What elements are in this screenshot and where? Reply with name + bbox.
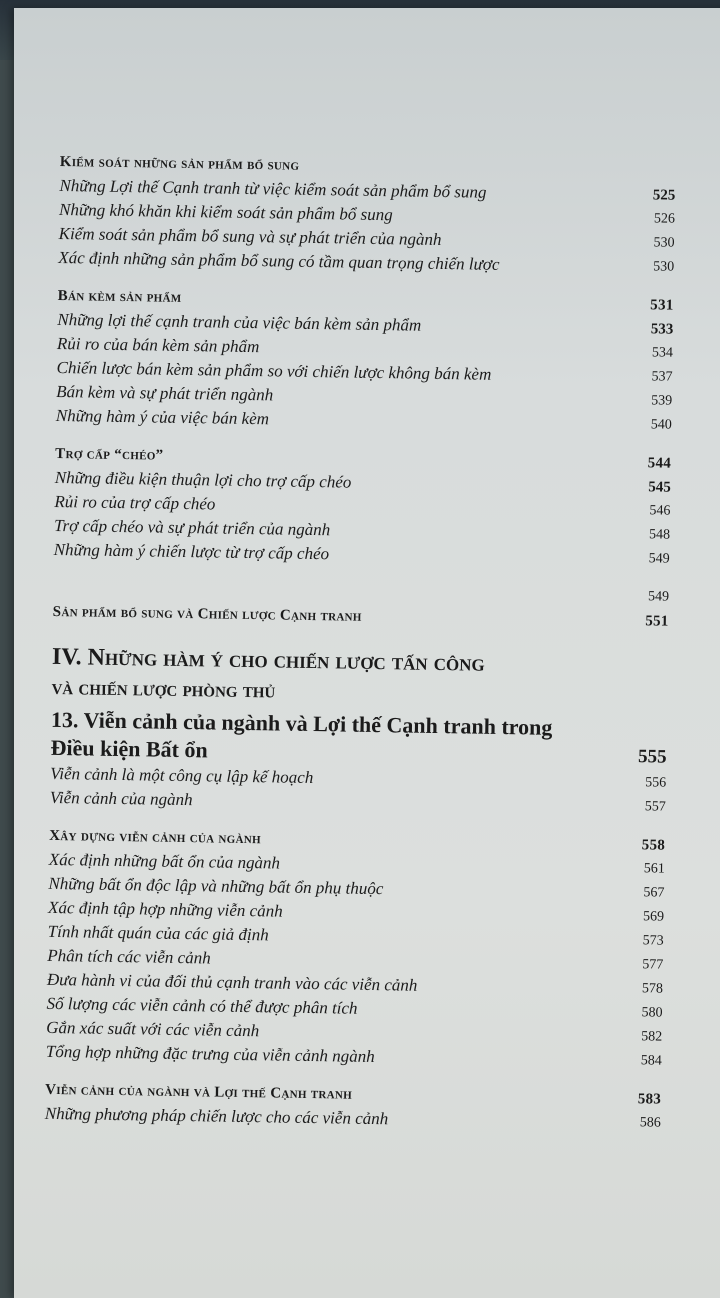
chapter-heading — [50, 706, 667, 772]
toc-entry-page: 567 — [643, 881, 664, 905]
toc-entry-page: 584 — [641, 1049, 662, 1073]
toc-entry-page: 549 — [648, 585, 669, 609]
toc-entry-page: 577 — [642, 953, 663, 977]
table-of-contents — [44, 150, 675, 1150]
section-title: Xây dựng viễn cảnh của ngành — [49, 824, 261, 851]
toc-entry-label: Những lợi thế cạnh tranh của việc bán kèm sản phẩm — [57, 308, 421, 338]
toc-entry-label: Xác định tập hợp những viễn cảnh — [48, 896, 283, 924]
toc-section — [56, 284, 674, 438]
toc-entry-label: Những bất ổn độc lập và những bất ổn phụ thuộc — [48, 872, 383, 901]
part-heading — [51, 642, 668, 712]
toc-entry-page: 569 — [643, 905, 664, 929]
toc-entry-page: 530 — [653, 255, 674, 279]
toc-entry-label: Bán kèm và sự phát triển ngành — [56, 380, 273, 407]
toc-section — [54, 442, 672, 572]
toc-entry-label: Chiến lược bán kèm sản phẩm so với chiến lược không bán kèm — [56, 356, 491, 387]
toc-entry-label: Viễn cảnh của ngành — [50, 786, 193, 812]
section-page: 551 — [645, 609, 669, 633]
part-title-line1: IV. Những hàm ý cho chiến lược tấn công — [52, 642, 668, 682]
toc-entry-label: Kiểm soát sản phẩm bổ sung và sự phát triển của ngành — [58, 222, 441, 252]
toc-entry-label: Những hàm ý của việc bán kèm — [56, 404, 270, 431]
toc-entry-label: Đưa hành vi của đối thủ cạnh tranh vào các viễn cảnh — [47, 968, 418, 998]
section-title: Trợ cấp “chéo” — [55, 442, 164, 468]
section-page: 531 — [650, 293, 674, 317]
toc-entry-page: 582 — [641, 1025, 662, 1049]
toc-entry-page: 525 — [653, 183, 676, 207]
toc-entry-page: 549 — [648, 547, 669, 571]
section-title: Sản phẩm bổ sung và Chiến lược Cạnh tranh — [53, 600, 362, 629]
toc-entry-page: 561 — [644, 857, 665, 881]
toc-entry-label: Xác định những sản phẩm bổ sung có tầm quan trọng chiến lược — [58, 246, 500, 277]
toc-section — [53, 576, 670, 634]
toc-entry-label: Những hàm ý chiến lược từ trợ cấp chéo — [54, 538, 330, 566]
toc-entry-page: 573 — [642, 929, 663, 953]
toc-entry-page: 580 — [641, 1001, 662, 1025]
toc-entry-label: Trợ cấp chéo và sự phát triển của ngành — [54, 514, 330, 542]
toc-entry-label: Những khó khăn khi kiểm soát sản phẩm bổ sung — [59, 198, 393, 227]
section-page: 544 — [648, 451, 672, 475]
toc-entry-page: 557 — [645, 795, 666, 819]
toc-entry-page: 539 — [651, 389, 672, 413]
toc-section — [58, 150, 676, 280]
toc-entry-label: Tính nhất quán của các giả định — [48, 920, 269, 947]
toc-entry-page: 546 — [649, 499, 670, 523]
chapter-title-line2: Điều kiện Bất ổn — [50, 734, 208, 764]
section-title: Bán kèm sản phẩm — [58, 284, 182, 310]
section-page: 558 — [642, 833, 666, 857]
toc-entry-label: Những Lợi thế Cạnh tranh từ việc kiểm soát sản phẩm bổ sung — [59, 174, 486, 205]
toc-entry-page: 548 — [649, 523, 670, 547]
toc-entry-page: 533 — [651, 317, 674, 341]
toc-entry-label: Những điều kiện thuận lợi cho trợ cấp chéo — [55, 466, 352, 495]
toc-section — [46, 824, 666, 1074]
section-title: Kiểm soát những sản phẩm bổ sung — [60, 150, 300, 178]
part-title-line2: và chiến lược phòng thủ — [51, 672, 667, 712]
chapter-entries — [50, 762, 667, 820]
toc-entry-label: Viễn cảnh là một công cụ lập kế hoạch — [50, 762, 313, 790]
toc-entry-label: Tổng hợp những đặc trưng của viễn cảnh ngành — [46, 1040, 375, 1069]
toc-entry-page: 526 — [654, 207, 675, 231]
section-title: Viễn cảnh của ngành và Lợi thế Cạnh tranh — [45, 1078, 352, 1107]
toc-entry-page: 545 — [648, 475, 671, 499]
toc-entry-label: Số lượng các viễn cảnh có thể được phân tích — [46, 992, 357, 1021]
toc-entry-label: Những phương pháp chiến lược cho các viễn cảnh — [45, 1102, 389, 1131]
toc-entry-page: 540 — [651, 413, 672, 437]
toc-entry-page: 537 — [651, 365, 672, 389]
toc-entry-label: Rủi ro của trợ cấp chéo — [54, 490, 215, 517]
toc-entry-label: Phân tích các viễn cảnh — [47, 944, 211, 971]
toc-entry-label: Rủi ro của bán kèm sản phẩm — [57, 332, 260, 359]
toc-entry-page: 586 — [640, 1111, 661, 1135]
toc-entry-page: 578 — [642, 977, 663, 1001]
toc-entry-page: 534 — [652, 341, 673, 365]
chapter-title-line1: 13. Viễn cảnh của ngành và Lợi thế Cạnh tranh trong — [51, 706, 667, 744]
toc-entry-page: 530 — [653, 231, 674, 255]
toc-entry-label: Xác định những bất ổn của ngành — [49, 848, 281, 876]
toc-entry-label: Gắn xác suất với các viễn cảnh — [46, 1016, 259, 1043]
section-page: 583 — [638, 1087, 662, 1111]
chapter-page: 555 — [638, 743, 667, 771]
toc-entry-page: 556 — [645, 771, 666, 795]
toc-section — [45, 1078, 662, 1136]
